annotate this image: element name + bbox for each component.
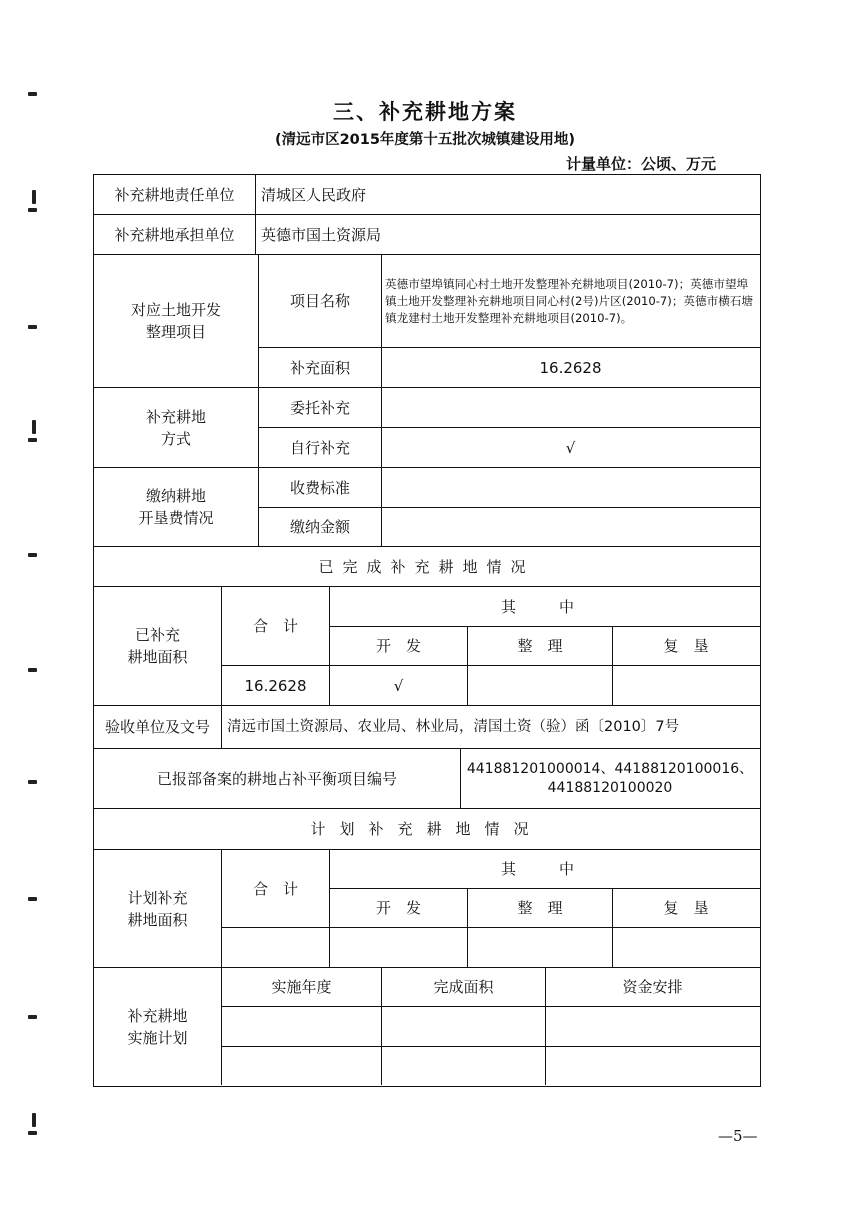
binding-mark	[28, 208, 37, 212]
planned-arrange-value	[468, 928, 612, 967]
responsible-unit-value: 清城区人民政府	[261, 185, 367, 204]
binding-mark	[28, 780, 37, 784]
acceptance-label: 验收单位及文号	[104, 718, 210, 736]
planned-among-label: 其 中	[500, 860, 588, 878]
binding-mark	[32, 1113, 36, 1127]
planned-reclaim-value	[613, 928, 759, 967]
filing-value: 441881201000014、44188120100016、 44188120100020	[466, 760, 754, 796]
method-label: 补充耕地 方式	[145, 407, 206, 448]
row-divider	[221, 1006, 760, 1007]
row-divider	[221, 1046, 760, 1047]
planned-area-label: 计划补充 耕地面积	[127, 888, 188, 929]
binding-mark	[28, 553, 37, 557]
planned-arrange-label: 整 理	[517, 899, 563, 917]
acceptance-value: 清远市国土资源局、农业局、林业局，清国土资（验）函〔2010〕7号	[227, 719, 680, 735]
undertaker-unit-value: 英德市国土资源局	[261, 225, 382, 244]
project-group-label: 对应土地开发 整理项目	[130, 301, 221, 341]
planned-dev-label: 开 发	[375, 899, 421, 917]
completed-dev-label: 开 发	[375, 637, 421, 655]
planned-total-label: 合 计	[252, 879, 298, 898]
completed-reclaim-label: 复 垦	[663, 637, 709, 655]
fee-standard-value	[382, 468, 759, 507]
impl-fund-header: 资金安排	[622, 978, 683, 996]
completed-dev-value: √	[393, 676, 404, 695]
entrust-value	[382, 388, 759, 427]
entrust-label: 委托补充	[289, 398, 350, 417]
binding-mark	[32, 420, 36, 434]
completed-arrange-value	[468, 666, 612, 705]
page-subtitle: (清远市区2015年度第十五批次城镇建设用地)	[274, 132, 576, 148]
planned-dev-value	[330, 928, 467, 967]
fee-label: 缴纳耕地 开垦费情况	[138, 487, 214, 527]
planned-reclaim-label: 复 垦	[663, 899, 709, 917]
fee-standard-label: 收费标准	[289, 478, 350, 497]
measurement-unit: 计量单位：公顷、万元	[566, 155, 717, 173]
planned-section-title: 计划补充耕地情况	[310, 820, 543, 838]
binding-mark	[28, 1131, 37, 1135]
self-supplement-check: √	[565, 438, 576, 457]
project-name-label: 项目名称	[289, 292, 350, 310]
fee-amount-value	[382, 508, 759, 546]
impl-area-header: 完成面积	[433, 978, 494, 996]
filing-label: 已报部备案的耕地占补平衡项目编号	[156, 769, 397, 788]
completed-among-label: 其 中	[500, 597, 588, 616]
completed-arrange-label: 整 理	[517, 637, 563, 655]
responsible-unit-label: 补充耕地责任单位	[114, 185, 235, 204]
completed-total-value: 16.2628	[244, 676, 307, 695]
implementation-plan-label: 补充耕地 实施计划	[127, 1006, 188, 1047]
completed-area-label: 已补充 耕地面积	[127, 626, 188, 666]
completed-reclaim-value	[613, 666, 759, 705]
project-name-value: 英德市望埠镇同心村土地开发整理补充耕地项目(2010-7)；英德市望埠镇土地开发整理补充耕地项目同心村(2号)片区(2010-7)；英德市横石塘镇龙建村土地开发整理补充耕地项目(2010-7)。	[385, 276, 753, 325]
page-number: —5—	[718, 1127, 758, 1145]
binding-mark	[32, 190, 36, 204]
fee-amount-label: 缴纳金额	[289, 518, 350, 536]
binding-mark	[28, 1015, 37, 1019]
supplement-area-value: 16.2628	[539, 358, 602, 377]
completed-total-label: 合 计	[252, 617, 298, 635]
self-supplement-label: 自行补充	[289, 438, 350, 457]
completed-section-title: 已完成补充耕地情况	[318, 557, 535, 576]
undertaker-unit-label: 补充耕地承担单位	[114, 225, 235, 244]
binding-mark	[28, 668, 37, 672]
binding-mark	[28, 438, 37, 442]
page-title: 三、补充耕地方案	[333, 99, 517, 124]
binding-mark	[28, 897, 37, 901]
binding-mark	[28, 325, 37, 329]
planned-total-value	[222, 928, 329, 967]
supplement-area-label: 补充面积	[289, 358, 350, 377]
impl-year-header: 实施年度	[271, 978, 332, 996]
